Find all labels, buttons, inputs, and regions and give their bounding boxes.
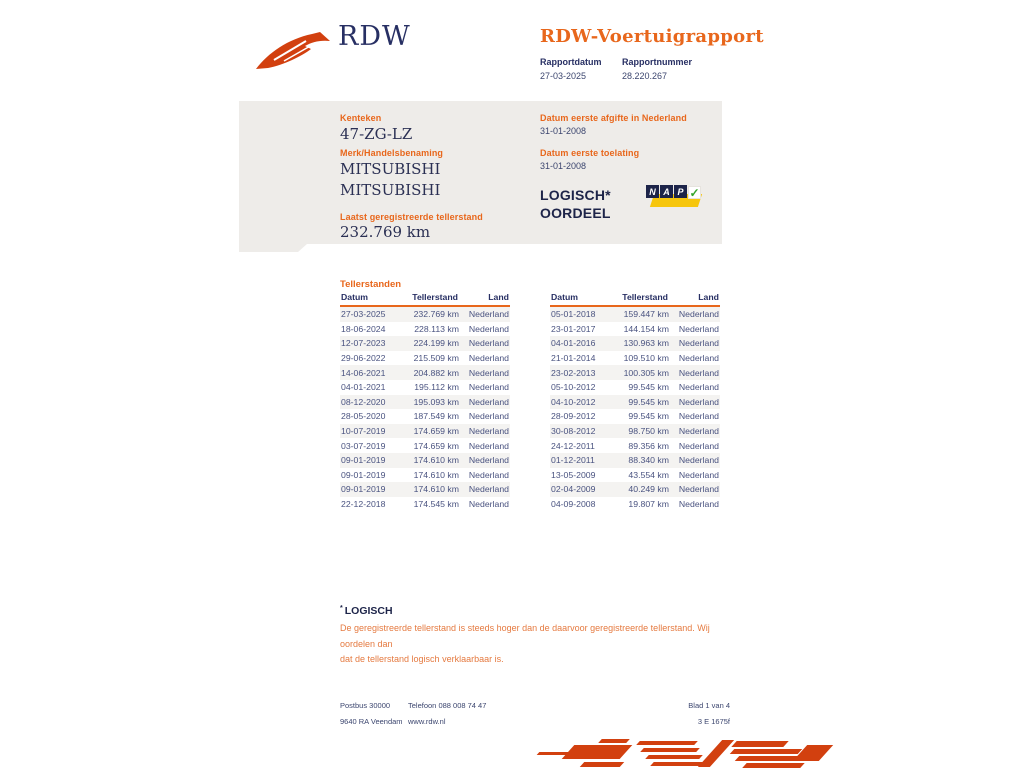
nap-logo	[646, 185, 704, 210]
row-odometer: 99.545 km	[628, 396, 669, 407]
col-header-tellerstand: Tellerstand	[412, 292, 458, 302]
row-date: 29-06-2022	[341, 353, 386, 364]
footer-page-indicator: Blad 1 van 4	[688, 701, 730, 710]
footer-address-line1: Postbus 30000	[340, 701, 391, 710]
row-odometer: 89.356 km	[628, 440, 669, 451]
row-odometer: 174.610 km	[413, 484, 459, 495]
row-odometer: 99.545 km	[628, 411, 669, 422]
table-row	[340, 453, 510, 468]
row-odometer: 100.305 km	[623, 367, 669, 378]
nap-letter-p: P	[674, 185, 687, 198]
page-title: RDW-Voertuigrapport	[540, 26, 764, 47]
row-odometer: 174.610 km	[413, 469, 459, 480]
row-date: 28-05-2020	[341, 411, 386, 422]
col-header-tellerstand: Tellerstand	[622, 292, 668, 302]
row-odometer: 40.249 km	[628, 484, 669, 495]
row-country: Nederland	[678, 469, 719, 480]
row-country: Nederland	[468, 367, 509, 378]
tellerstand-label: Laatst geregistreerde tellerstand	[340, 212, 483, 222]
row-date: 10-07-2019	[341, 426, 386, 437]
table-header	[550, 292, 720, 307]
row-odometer: 187.549 km	[413, 411, 459, 422]
afgifte-value: 31-01-2008	[540, 126, 587, 136]
row-date: 03-07-2019	[341, 440, 386, 451]
row-date: 24-12-2011	[551, 440, 595, 451]
row-country: Nederland	[468, 499, 509, 510]
footer-phone: Telefoon 088 008 74 47	[408, 701, 487, 710]
table-row	[550, 497, 720, 512]
report-meta	[540, 57, 692, 81]
row-date: 12-07-2023	[341, 338, 386, 349]
row-country: Nederland	[468, 455, 509, 466]
col-header-land: Land	[698, 292, 719, 302]
wing-stripes-graphic	[538, 737, 818, 768]
row-odometer: 174.545 km	[413, 499, 459, 510]
nap-letter-a: A	[660, 185, 673, 198]
col-header-datum: Datum	[341, 292, 369, 302]
oordeel-line2: OORDEEL	[540, 205, 611, 221]
row-date: 22-12-2018	[341, 499, 386, 510]
row-odometer: 174.610 km	[413, 455, 459, 466]
row-date: 05-10-2012	[551, 382, 596, 393]
row-date: 09-01-2019	[341, 484, 386, 495]
table-row	[550, 322, 720, 337]
row-date: 04-01-2021	[341, 382, 386, 393]
table-row	[550, 395, 720, 410]
tellerstand-value: 232.769 km	[340, 223, 431, 241]
row-country: Nederland	[468, 440, 509, 451]
row-odometer: 109.510 km	[623, 353, 669, 364]
table-row	[550, 307, 720, 322]
row-odometer: 195.112 km	[414, 382, 459, 393]
row-country: Nederland	[468, 411, 509, 422]
panel-corner-tab	[239, 244, 307, 252]
row-odometer: 99.545 km	[628, 382, 669, 393]
row-odometer: 19.807 km	[628, 499, 669, 510]
row-country: Nederland	[468, 382, 509, 393]
nap-letter-n: N	[646, 185, 659, 198]
row-country: Nederland	[678, 396, 719, 407]
table-row	[340, 307, 510, 322]
footer-address-line2: 9640 RA Veendam	[340, 716, 403, 726]
odometer-table-left	[340, 292, 510, 511]
rdw-logo-text: RDW	[338, 21, 411, 52]
row-odometer: 88.340 km	[628, 455, 669, 466]
row-date: 04-09-2008	[551, 499, 596, 510]
table-row	[340, 482, 510, 497]
row-date: 05-01-2018	[551, 309, 596, 320]
row-country: Nederland	[678, 367, 719, 378]
footer-form-code: 3 E 1675f	[697, 716, 730, 726]
nap-check-icon: ✓	[689, 185, 700, 200]
row-date: 27-03-2025	[341, 309, 386, 320]
row-date: 23-01-2017	[551, 323, 596, 334]
rdw-feather-icon	[254, 29, 334, 71]
row-country: Nederland	[678, 382, 719, 393]
row-odometer: 215.509 km	[413, 353, 459, 364]
table-row	[550, 351, 720, 366]
table-row	[340, 322, 510, 337]
row-date: 04-01-2016	[551, 338, 596, 349]
row-odometer: 98.750 km	[628, 426, 669, 437]
row-odometer: 174.659 km	[413, 426, 459, 437]
table-row	[340, 424, 510, 439]
row-country: Nederland	[468, 309, 509, 320]
footnote-line2: dat de tellerstand logisch verklaarbaar is.	[340, 654, 504, 664]
table-row	[340, 380, 510, 395]
table-row	[550, 482, 720, 497]
page-footer	[340, 701, 730, 732]
table-row	[550, 438, 720, 453]
report-number-value: 28.220.267	[622, 71, 668, 81]
oordeel-verdict	[540, 186, 611, 222]
row-date: 21-01-2014	[551, 353, 596, 364]
table-body-left	[340, 307, 510, 511]
toelating-value: 31-01-2008	[540, 161, 587, 171]
footnote-asterisk: *	[340, 605, 343, 612]
footer-website: www.rdw.nl	[408, 716, 446, 726]
row-date: 01-12-2011	[551, 455, 595, 466]
row-country: Nederland	[678, 323, 719, 334]
footnote-title	[340, 605, 393, 617]
afgifte-label: Datum eerste afgifte in Nederland	[540, 113, 687, 123]
row-odometer: 224.199 km	[413, 338, 459, 349]
table-row	[550, 424, 720, 439]
table-body-right	[550, 307, 720, 511]
row-country: Nederland	[468, 426, 509, 437]
table-row	[550, 336, 720, 351]
footnote-body	[340, 621, 732, 668]
footnote-line1: De geregistreerde tellerstand is steeds hoger dan de daarvoor geregistreerde tellerstand. Wij oordelen dan	[340, 623, 710, 649]
col-header-datum: Datum	[551, 292, 579, 302]
row-country: Nederland	[468, 469, 509, 480]
merk-value-1: MITSUBISHI	[340, 160, 441, 178]
row-country: Nederland	[678, 353, 719, 364]
row-date: 18-06-2024	[341, 323, 386, 334]
col-header-land: Land	[488, 292, 509, 302]
report-date-value: 27-03-2025	[540, 71, 587, 81]
kenteken-label: Kenteken	[340, 113, 382, 123]
row-country: Nederland	[678, 484, 719, 495]
row-odometer: 174.659 km	[413, 440, 459, 451]
row-date: 28-09-2012	[551, 411, 596, 422]
table-row	[340, 438, 510, 453]
row-odometer: 159.447 km	[623, 309, 669, 320]
table-row	[340, 395, 510, 410]
rdw-logo	[254, 21, 411, 71]
row-country: Nederland	[468, 484, 509, 495]
row-country: Nederland	[678, 338, 719, 349]
row-date: 23-02-2013	[551, 367, 596, 378]
table-row	[550, 380, 720, 395]
row-country: Nederland	[678, 411, 719, 422]
merk-value-2: MITSUBISHI	[340, 181, 441, 199]
footnote-title-text: LOGISCH	[344, 605, 393, 617]
row-odometer: 232.769 km	[413, 309, 459, 320]
row-odometer: 204.882 km	[413, 367, 459, 378]
odometer-tables	[340, 292, 720, 511]
row-odometer: 195.093 km	[413, 396, 459, 407]
report-date-label: Rapportdatum	[540, 57, 602, 67]
tellerstanden-title: Tellerstanden	[340, 279, 402, 290]
table-row	[550, 468, 720, 483]
row-date: 04-10-2012	[551, 396, 596, 407]
row-country: Nederland	[468, 396, 509, 407]
report-number-label: Rapportnummer	[622, 57, 693, 67]
row-country: Nederland	[678, 499, 719, 510]
toelating-label: Datum eerste toelating	[540, 148, 640, 158]
table-row	[550, 453, 720, 468]
row-date: 02-04-2009	[551, 484, 596, 495]
row-odometer: 144.154 km	[623, 323, 669, 334]
row-country: Nederland	[468, 323, 509, 334]
table-row	[550, 365, 720, 380]
table-row	[340, 409, 510, 424]
oordeel-line1: LOGISCH*	[540, 187, 611, 203]
row-odometer: 43.554 km	[628, 469, 669, 480]
row-country: Nederland	[678, 426, 719, 437]
row-country: Nederland	[678, 440, 719, 451]
row-date: 14-06-2021	[341, 367, 386, 378]
table-row	[340, 497, 510, 512]
table-row	[340, 365, 510, 380]
row-country: Nederland	[678, 309, 719, 320]
row-country: Nederland	[468, 338, 509, 349]
odometer-table-right	[550, 292, 720, 511]
kenteken-value: 47-ZG-LZ	[340, 125, 413, 143]
row-date: 08-12-2020	[341, 396, 386, 407]
table-header	[340, 292, 510, 307]
row-country: Nederland	[468, 353, 509, 364]
row-odometer: 228.113 km	[414, 323, 459, 334]
table-row	[340, 468, 510, 483]
row-date: 09-01-2019	[341, 469, 386, 480]
merk-label: Merk/Handelsbenaming	[340, 148, 444, 158]
row-date: 09-01-2019	[341, 455, 386, 466]
row-date: 13-05-2009	[551, 469, 596, 480]
table-row	[340, 351, 510, 366]
table-row	[340, 336, 510, 351]
table-row	[550, 409, 720, 424]
row-date: 30-08-2012	[551, 426, 596, 437]
row-country: Nederland	[678, 455, 719, 466]
row-odometer: 130.963 km	[623, 338, 669, 349]
